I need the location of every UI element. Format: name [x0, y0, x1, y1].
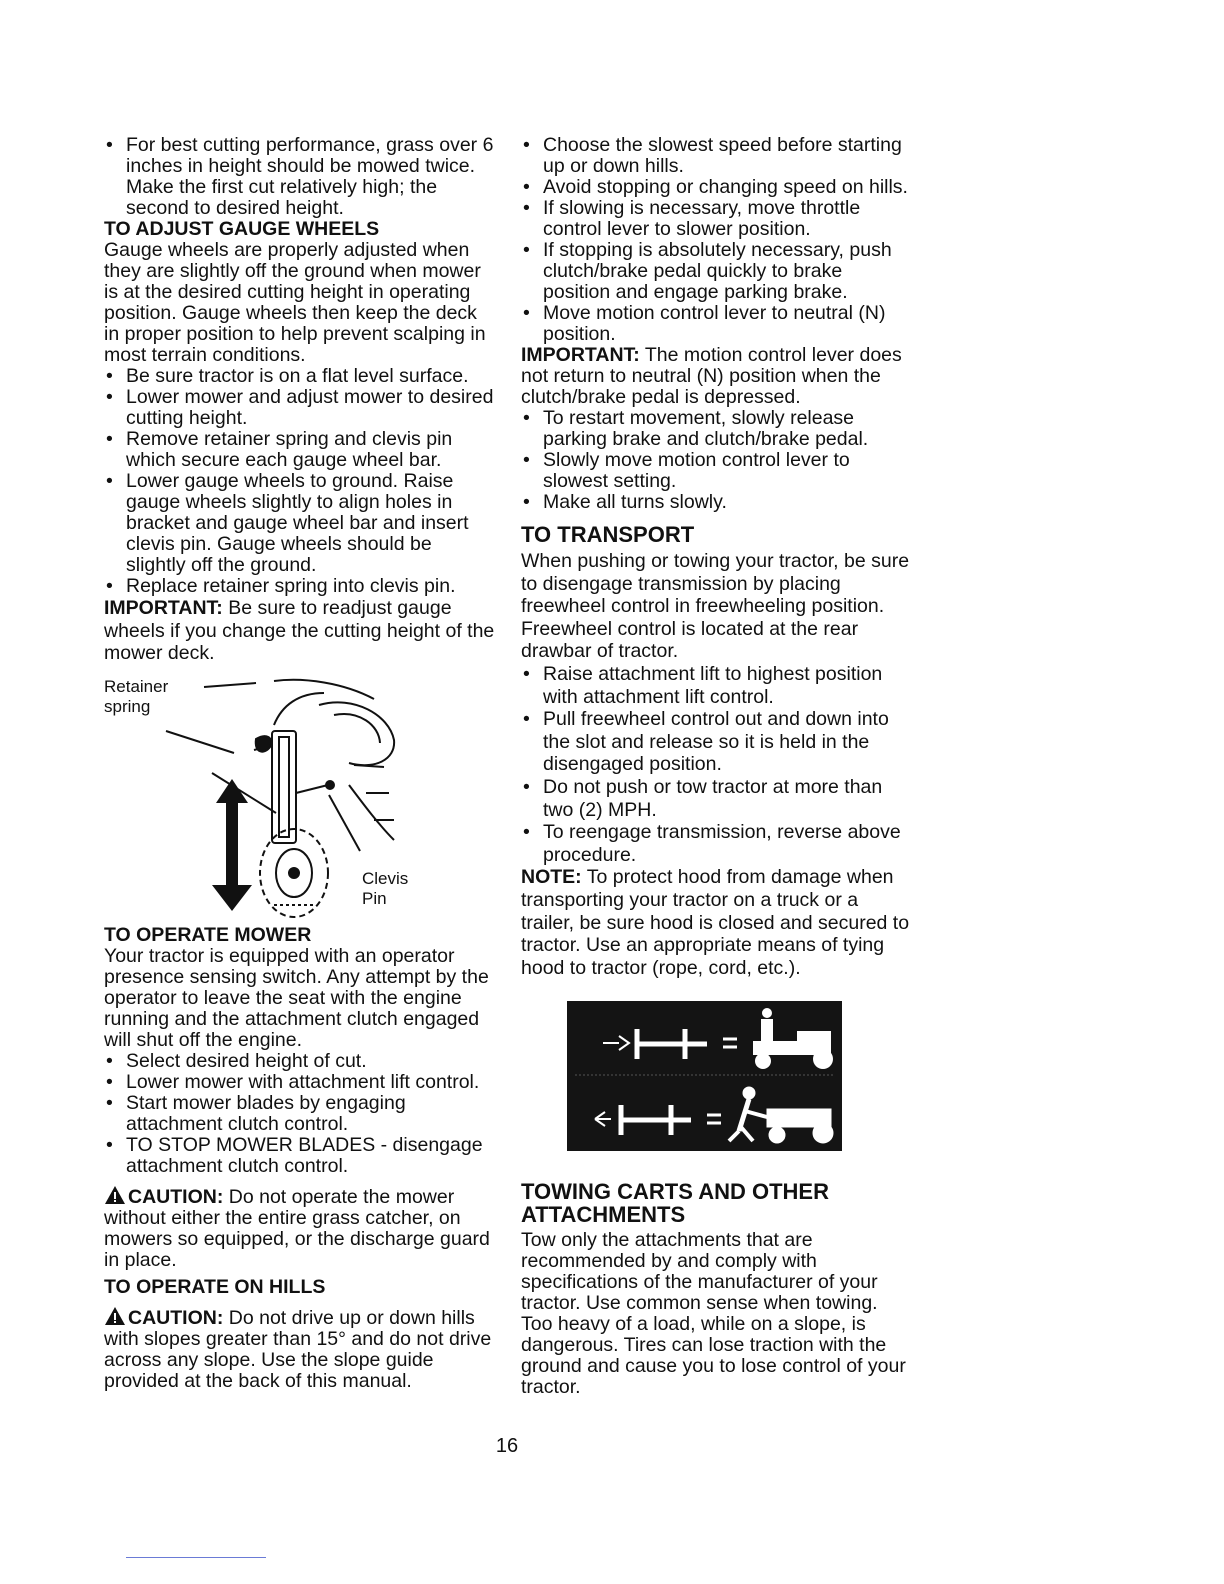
important-note-gauge [104, 597, 496, 665]
transport-paragraph: When pushing or towing your tractor, be sure to disengage transmission by placing freewheel control in freewheeling position. Freewheel control is located at the rear drawbar of tractor. [521, 550, 910, 663]
list-item: • Pull freewheel control out and down into the slot and release so it is held in the disengaged position. [521, 708, 913, 776]
gauge-wheels-steps [104, 366, 496, 597]
clevis-pin-label: Clevis Pin [362, 868, 409, 908]
important-note-motion [521, 345, 913, 408]
transport-heading: TO TRANSPORT [521, 522, 695, 547]
list-item: • If stopping is absolutely necessary, push clutch/brake pedal quickly to brake position and engage parking brake. [521, 240, 913, 303]
warning-triangle-icon [104, 1306, 126, 1326]
list-item: • Replace retainer spring into clevis pin. [104, 576, 496, 597]
list-item: • Lower mower and adjust mower to desired cutting height. [104, 387, 496, 429]
list-item: • Do not push or tow tractor at more than two (2) MPH. [521, 776, 913, 821]
hills-heading: TO OPERATE ON HILLS [104, 1275, 326, 1298]
list-item: • Select desired height of cut. [104, 1051, 496, 1072]
caution-label: CAUTION: [128, 1306, 224, 1329]
gauge-wheel-figure [104, 675, 434, 919]
list-item: • If slowing is necessary, move throttle control lever to slower position. [521, 198, 913, 240]
note-text: To protect hood from damage when transporting your tractor on a truck or a trailer, be sure hood is closed and secured to tractor. Use an appropriate means of tying hood to tractor (rope, cord, etc.). [521, 866, 910, 979]
hills-steps [521, 135, 913, 345]
list-item: • Avoid stopping or changing speed on hills. [521, 177, 913, 198]
list-item: • Start mower blades by engaging attachment clutch control. [104, 1093, 496, 1135]
freewheel-control-figure [567, 1001, 842, 1151]
important-label: IMPORTANT: [521, 344, 640, 366]
operate-mower-steps [104, 1051, 496, 1177]
list-item: • Move motion control lever to neutral (N) position. [521, 303, 913, 345]
caution-label: CAUTION: [128, 1185, 224, 1208]
retainer-spring-label: Retainer spring [104, 676, 169, 716]
list-item: • Make all turns slowly. [521, 492, 913, 513]
gauge-wheels-heading: TO ADJUST GAUGE WHEELS [104, 218, 380, 240]
transport-section [521, 550, 913, 979]
list-item: • Raise attachment lift to highest position with attachment lift control. [521, 663, 913, 708]
caution-mower [104, 1185, 496, 1271]
bottom-rule [126, 1557, 266, 1558]
list-item: • Slowly move motion control lever to slowest setting. [521, 450, 913, 492]
restart-steps [521, 408, 913, 513]
list-item: • Be sure tractor is on a flat level surface. [104, 366, 496, 387]
list-item: • Choose the slowest speed before starting up or down hills. [521, 135, 913, 177]
note-label: NOTE: [521, 866, 582, 889]
list-item: • For best cutting performance, grass over 6 inches in height should be mowed twice. Make the first cut relatively high; the second to desired height. [104, 135, 496, 219]
towing-heading: TOWING CARTS AND OTHER ATTACHMENTS [521, 1179, 829, 1228]
transport-note [521, 866, 913, 979]
important-label: IMPORTANT: [104, 597, 223, 619]
warning-triangle-icon [104, 1185, 126, 1205]
gauge-wheels-paragraph: Gauge wheels are properly adjusted when they are slightly off the ground when mower is at the desired cutting height in operating position. Gauge wheels then keep the deck in proper position to help prevent scalping in most terrain conditions. [104, 239, 486, 366]
important-text: The motion control lever does not return to neutral (N) position when the clutch/brake pedal is depressed. [521, 344, 902, 408]
list-item: • TO STOP MOWER BLADES - disengage attachment clutch control. [104, 1135, 496, 1177]
list-item: • Lower mower with attachment lift control. [104, 1072, 496, 1093]
caution-hills [104, 1306, 496, 1392]
caution-text: Do not drive up or down hills with slopes greater than 15° and do not drive across any slope. Use the slope guide provided at the back of this manual. [104, 1306, 492, 1392]
list-item: • Lower gauge wheels to ground. Raise gauge wheels slightly to align holes in bracket and gauge wheel bar and insert clevis pin. Gauge wheels should be slightly off the ground. [104, 471, 496, 576]
transport-steps [521, 663, 913, 866]
towing-paragraph: Tow only the attachments that are recommended by and comply with specifications of the manufacturer of your tractor. Use common sense when towing. Too heavy of a load, while on a slope, is dangerous. Tires can lose traction with the ground and cause you to lose control of your tractor. [521, 1229, 906, 1399]
list-item: • To reengage transmission, reverse above procedure. [521, 821, 913, 866]
operate-mower-heading: TO OPERATE MOWER [104, 923, 312, 946]
page-number: 16 [495, 1435, 519, 1457]
list-item: • Remove retainer spring and clevis pin which secure each gauge wheel bar. [104, 429, 496, 471]
left-column [104, 135, 496, 1392]
adjust-arrow-icon [212, 779, 252, 911]
operate-mower-paragraph: Your tractor is equipped with an operator presence sensing switch. Any attempt by the operator to leave the seat with the engine running and the attachment clutch engaged will shut off the engine. [104, 944, 489, 1051]
list-item: • To restart movement, slowly release parking brake and clutch/brake pedal. [521, 408, 913, 450]
important-text: Be sure to readjust gauge wheels if you change the cutting height of the mower deck. [104, 597, 495, 665]
caution-text: Do not operate the mower without either the entire grass catcher, on mowers so equipped, or the discharge guard in place. [104, 1185, 490, 1271]
right-column [521, 135, 913, 1398]
intro-list [104, 135, 496, 219]
